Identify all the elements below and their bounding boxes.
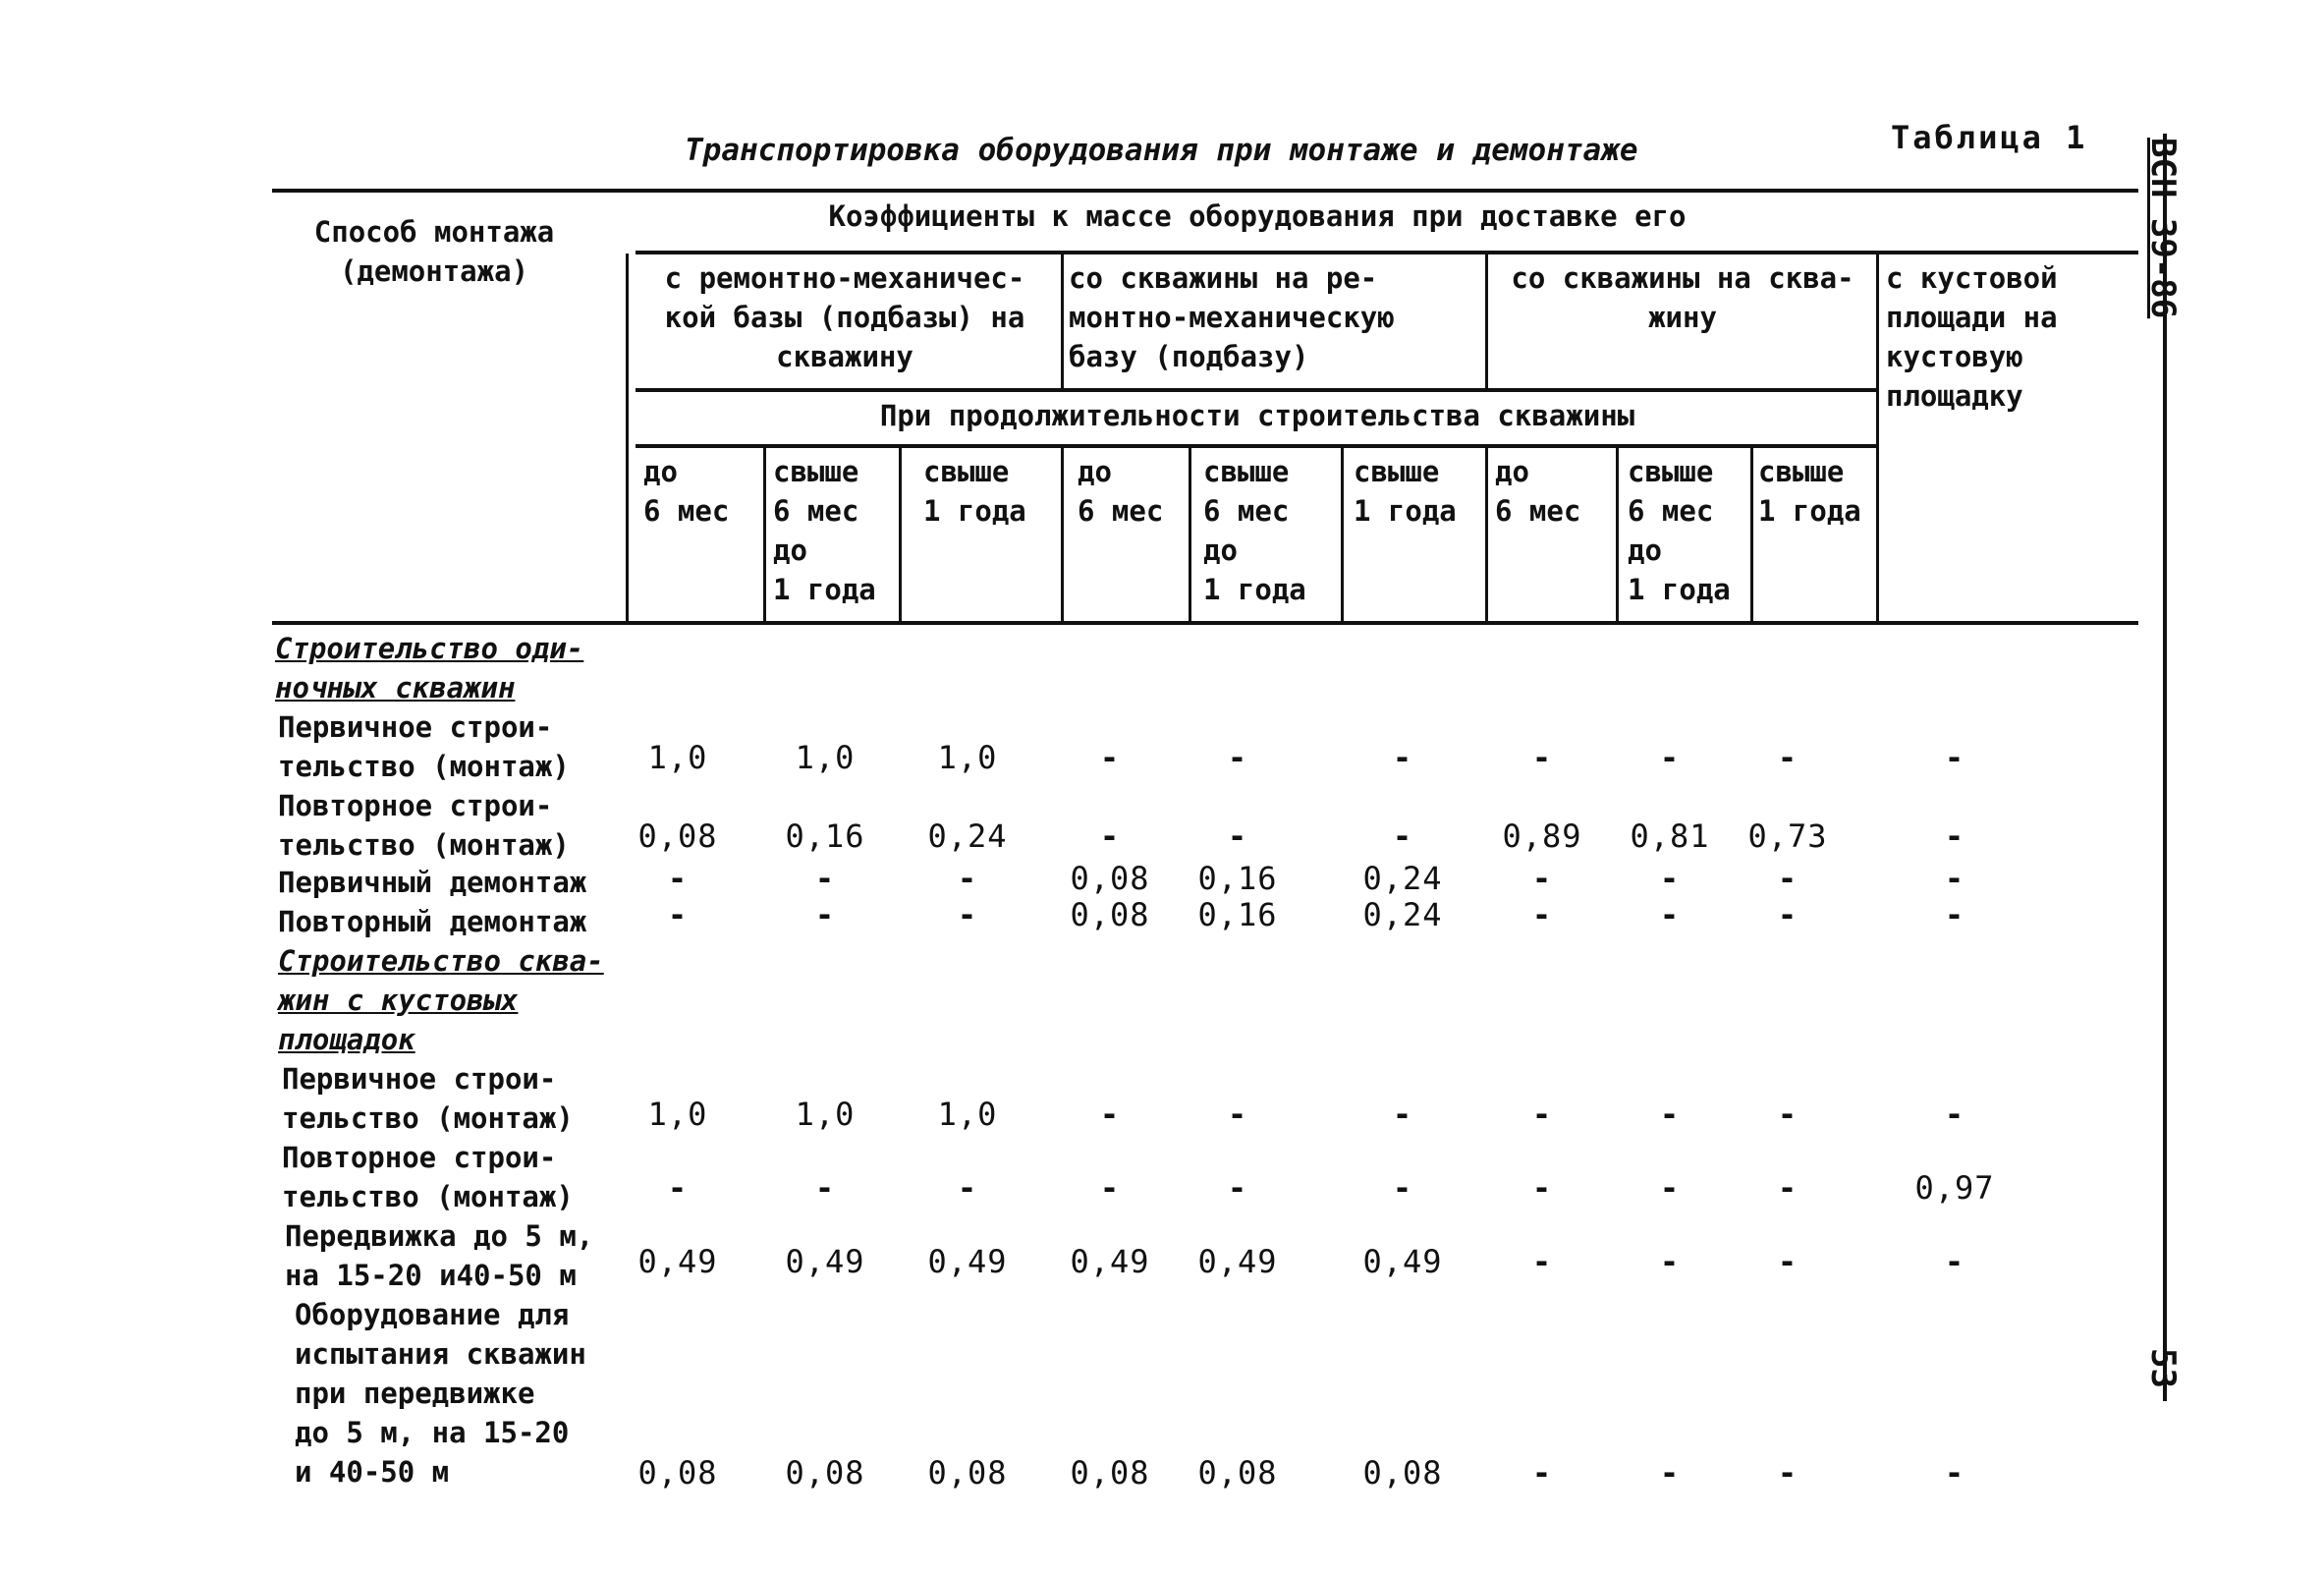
table-cell: 0,08 [785, 1454, 865, 1492]
col-divider [1189, 447, 1191, 621]
col-divider [763, 447, 766, 621]
table-cell: - [957, 896, 978, 933]
col-divider [1750, 447, 1753, 621]
table-cell: - [1099, 1169, 1121, 1207]
group-rule [636, 388, 1876, 392]
subcol-header: свыше 6 мес до 1 года [773, 455, 876, 606]
table-cell: 0,08 [1197, 1454, 1278, 1492]
table-cell: 0,49 [927, 1243, 1008, 1280]
table-cell: - [1777, 1243, 1798, 1280]
col-divider [626, 253, 629, 621]
header-coefficients: Коэффициенты к массе оборудования при доставке его [828, 199, 1687, 233]
table-cell: - [1659, 1243, 1681, 1280]
table-cell: - [957, 860, 978, 897]
table-cell: 0,24 [1362, 896, 1443, 933]
col-divider [1876, 253, 1879, 621]
document-code: ВСН 39-86 [2143, 138, 2183, 319]
table-cell: - [1944, 817, 1965, 855]
table-cell: - [1659, 739, 1681, 776]
row-label: Первичный демонтаж [278, 866, 587, 899]
table-cell: 0,81 [1630, 817, 1710, 855]
header-group-3: со скважины на сква- жину [1511, 261, 1854, 334]
subcol-header: свыше 6 мес до 1 года [1203, 455, 1306, 606]
col-divider [1061, 253, 1064, 391]
table-cell: - [1659, 860, 1681, 897]
table-cell: - [1531, 739, 1553, 776]
table-cell: - [1227, 1169, 1248, 1207]
table-cell: - [1099, 817, 1121, 855]
subcol-header: свыше 1 года [923, 455, 1026, 528]
table-cell: 0,97 [1914, 1169, 1995, 1207]
subcol-header: до 6 мес [1078, 455, 1164, 528]
table-cell: - [1944, 896, 1965, 933]
subcol-header: свыше 1 года [1758, 455, 1861, 528]
table-cell: - [1392, 739, 1413, 776]
table-number: Таблица 1 [1891, 119, 2088, 156]
col-divider [899, 447, 902, 621]
col-divider [1341, 447, 1344, 621]
table-cell: - [1392, 817, 1413, 855]
table-cell: 0,24 [927, 817, 1008, 855]
table-cell: 1,0 [795, 1096, 856, 1133]
table-cell: - [1531, 1243, 1553, 1280]
table-cell: 0,89 [1502, 817, 1582, 855]
table-cell: 1,0 [795, 739, 856, 776]
table-cell: 0,49 [785, 1243, 865, 1280]
table-cell: - [1659, 1454, 1681, 1492]
row-label: Оборудование для испытания скважин при передвижке до 5 м, на 15-20 и 40-50 м [295, 1298, 586, 1489]
subcol-header: до 6 мес [1495, 455, 1581, 528]
table-cell: - [1944, 739, 1965, 776]
table-cell: 0,08 [1362, 1454, 1443, 1492]
table-cell: 1,0 [647, 739, 708, 776]
row-label: Повторное строи- тельство (монтаж) [282, 1141, 574, 1213]
col-divider [1485, 253, 1488, 391]
table-cell: - [667, 896, 689, 933]
col-divider [1485, 447, 1488, 621]
table-cell: 0,08 [637, 1454, 718, 1492]
subcol-header: свыше 6 мес до 1 года [1628, 455, 1731, 606]
table-cell: - [1777, 860, 1798, 897]
table-cell: - [1392, 1096, 1413, 1133]
table-cell: - [1777, 739, 1798, 776]
margin-rule [2163, 134, 2167, 1401]
table-cell: - [1227, 739, 1248, 776]
header-group-2: со скважины на ре- монтно-механическую базу (подбазу) [1069, 261, 1395, 373]
table-cell: - [1531, 896, 1553, 933]
table-cell: - [1659, 896, 1681, 933]
table-cell: - [1099, 1096, 1121, 1133]
table-cell: - [1944, 1243, 1965, 1280]
table-cell: - [1099, 739, 1121, 776]
row-label: Первичное строи- тельство (монтаж) [282, 1062, 574, 1135]
table-cell: 1,0 [937, 739, 998, 776]
table-title: Транспортировка оборудования при монтаже и демонтаже [685, 133, 1638, 168]
table-cell: 1,0 [937, 1096, 998, 1133]
table-cell: - [1944, 1454, 1965, 1492]
table-cell: - [1777, 1096, 1798, 1133]
table-cell: - [1531, 1096, 1553, 1133]
subcol-header: свыше 1 года [1354, 455, 1457, 528]
col-divider [1061, 447, 1064, 621]
table-cell: - [814, 860, 836, 897]
table-cell: - [814, 896, 836, 933]
page-number: 53 [2143, 1348, 2183, 1388]
table-cell: - [1531, 1454, 1553, 1492]
table-cell: 0,16 [785, 817, 865, 855]
table-cell: - [1944, 1096, 1965, 1133]
table-cell: - [814, 1169, 836, 1207]
table-cell: - [667, 1169, 689, 1207]
table-cell: - [1777, 1454, 1798, 1492]
table-cell: - [1392, 1169, 1413, 1207]
section-title: Строительство сква- жин с кустовых площадок [278, 944, 604, 1056]
coef-rule [636, 251, 2138, 254]
table-cell: 1,0 [647, 1096, 708, 1133]
header-group-4: с кустовой площади на кустовую площадку [1886, 261, 2058, 413]
top-rule [272, 189, 2138, 193]
col-divider [1616, 447, 1619, 621]
table-cell: 0,08 [637, 817, 718, 855]
row-label: Повторное строи- тельство (монтаж) [278, 789, 570, 862]
table-cell: 0,49 [637, 1243, 718, 1280]
subcol-header: до 6 мес [643, 455, 730, 528]
table-cell: 0,08 [1070, 860, 1150, 897]
table-cell: - [1944, 860, 1965, 897]
table-cell: 0,08 [1070, 896, 1150, 933]
table-cell: 0,24 [1362, 860, 1443, 897]
table-cell: 0,16 [1197, 860, 1278, 897]
header-group-1: с ремонтно-механичес- кой базы (подбазы) на скважину [664, 261, 1025, 373]
duration-rule [636, 444, 1876, 448]
table-cell: 0,08 [927, 1454, 1008, 1492]
table-cell: 0,08 [1070, 1454, 1150, 1492]
table-cell: - [1777, 1169, 1798, 1207]
row-label: Первичное строи- тельство (монтаж) [278, 710, 570, 783]
row-label: Повторный демонтаж [278, 905, 587, 938]
table-cell: - [1227, 817, 1248, 855]
table-cell: 0,73 [1747, 817, 1828, 855]
table-cell: 0,16 [1197, 896, 1278, 933]
table-cell: 0,49 [1362, 1243, 1443, 1280]
header-method: Способ монтажа (демонтажа) [313, 215, 555, 288]
table-cell: 0,49 [1197, 1243, 1278, 1280]
header-duration: При продолжительности строительства скважины [879, 399, 1635, 432]
header-bottom-rule [272, 621, 2138, 625]
table-cell: - [1531, 1169, 1553, 1207]
side-margin [2141, 134, 2185, 1411]
section-title: Строительство оди- ночных скважин [275, 632, 584, 704]
table-cell: - [1531, 860, 1553, 897]
table-cell: - [1227, 1096, 1248, 1133]
table-cell: - [1659, 1096, 1681, 1133]
table-cell: - [1659, 1169, 1681, 1207]
table-cell: - [1777, 896, 1798, 933]
table-cell: - [957, 1169, 978, 1207]
row-label: Передвижка до 5 м, на 15-20 и40-50 м [285, 1219, 594, 1292]
table-cell: 0,49 [1070, 1243, 1150, 1280]
table-cell: - [667, 860, 689, 897]
